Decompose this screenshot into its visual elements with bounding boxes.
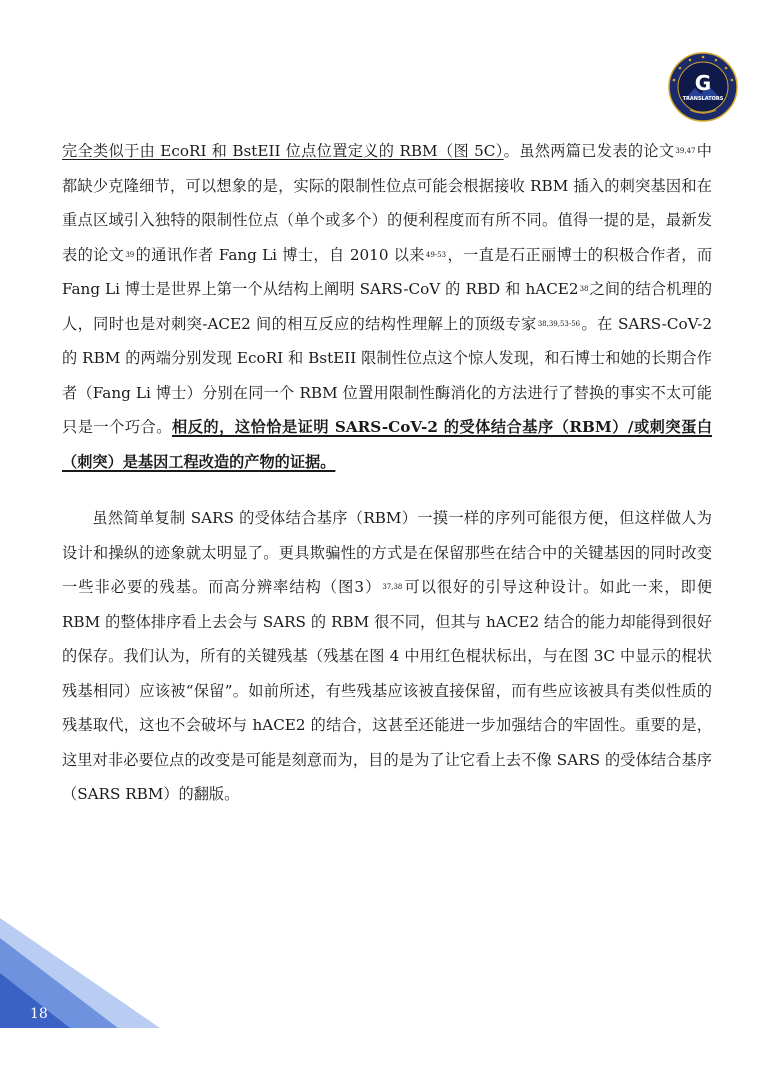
reference-superscript: 39,47 <box>675 147 696 155</box>
reference-superscript: 49-53 <box>425 250 447 259</box>
g-translators-logo <box>668 52 738 122</box>
underlined-intro: 完全类似于由 EcoRI 和 BstEII 位点位置定义的 RBM（图 5C） <box>62 142 504 160</box>
reference-superscript: 37,38 <box>382 583 403 591</box>
highlighted-conclusion: 相反的，这恰恰是证明 SARS-CoV-2 的受体结合基序（RBM）/或刺突蛋白（刺突）是基因工程改造的产物的证据。 <box>62 418 713 471</box>
reference-superscript: 38,39,53-56 <box>537 319 581 328</box>
paragraph-2-text-a: 虽然简单复制 SARS 的受体结合基序（RBM）一摸一样的序列可能很方便，但这样做人为设计和操纵的迹象就太明显了。更具欺骗性的方式是在保留那些在结合中的关键基因的同时改变一些非必要的残基。而高分辨率结构（图3） <box>62 509 712 596</box>
paragraph-1-text-d: ，一直是石正丽博士的积极合作者，而 Fang Li 博士是世界上第一个从结构上阐明 SARS-CoV 的 RBD 和 hACE2 <box>62 245 713 298</box>
paragraph-1 <box>62 134 712 479</box>
paragraph-1-text-a: 。虽然两篇已发表的论文 <box>503 142 675 160</box>
paragraph-2 <box>62 501 712 812</box>
paragraph-2-text-b: 可以很好的引导这种设计。如此一来，即便 RBM 的整体排序看上去会与 SARS 的 RBM 很不同，但其与 hACE2 结合的能力却能得到很好的保存。我们认为，所有的关键残基（残基在图 4 中用红色棍状标出，与在图 3C 中显示的棍状残基相同）应该被“保留”。如前所述，有些残基应该被直接保留，而有些应该被具有类似性质的残基取代，这也不会破坏与 hACE2 的结合，这甚至还能进一步加强结合的牢固性。重要的是，这里对非必要位点的改变是可能是刻意而为，目的是为了让它看上去不像 SARS 的受体结合基序（SARS RBM）的翻版。 <box>62 578 713 803</box>
logo-letter: G <box>694 71 712 95</box>
reference-superscript: 39 <box>125 250 135 259</box>
paragraph-1-text-f: 。在 SARS-CoV-2 的 RBM 的两端分别发现 EcoRI 和 BstEII 限制性位点这个惊人发现，和石博士和她的长期合作者（Fang Li 博士）分别在同一个 RBM 位置用限制性酶消化的方法进行了替换的事实不太可能只是一个巧合。 <box>62 314 712 436</box>
paragraph-1-text-c: 的通讯作者 Fang Li 博士，自 2010 以来 <box>135 245 425 264</box>
logo-wordmark: TRANSLATORS <box>682 96 724 102</box>
reference-superscript: 38 <box>579 285 589 293</box>
paragraph-1-text-b: 中都缺少克隆细节，可以想象的是，实际的限制性位点可能会根据接收 RBM 插入的刺突基因和在重点区域引入独特的限制性位点（单个或多个）的便利程度而有所不同。值得一提的是，最新发表的论文 <box>62 142 712 264</box>
paragraph-1-text-e: 之间的结合机理的人，同时也是对刺突-ACE2 间的相互反应的结构性理解上的顶级专家 <box>62 280 712 333</box>
corner-triangle-decoration <box>0 918 160 1028</box>
body-text <box>62 134 712 812</box>
page-number: 18 <box>30 1006 48 1022</box>
